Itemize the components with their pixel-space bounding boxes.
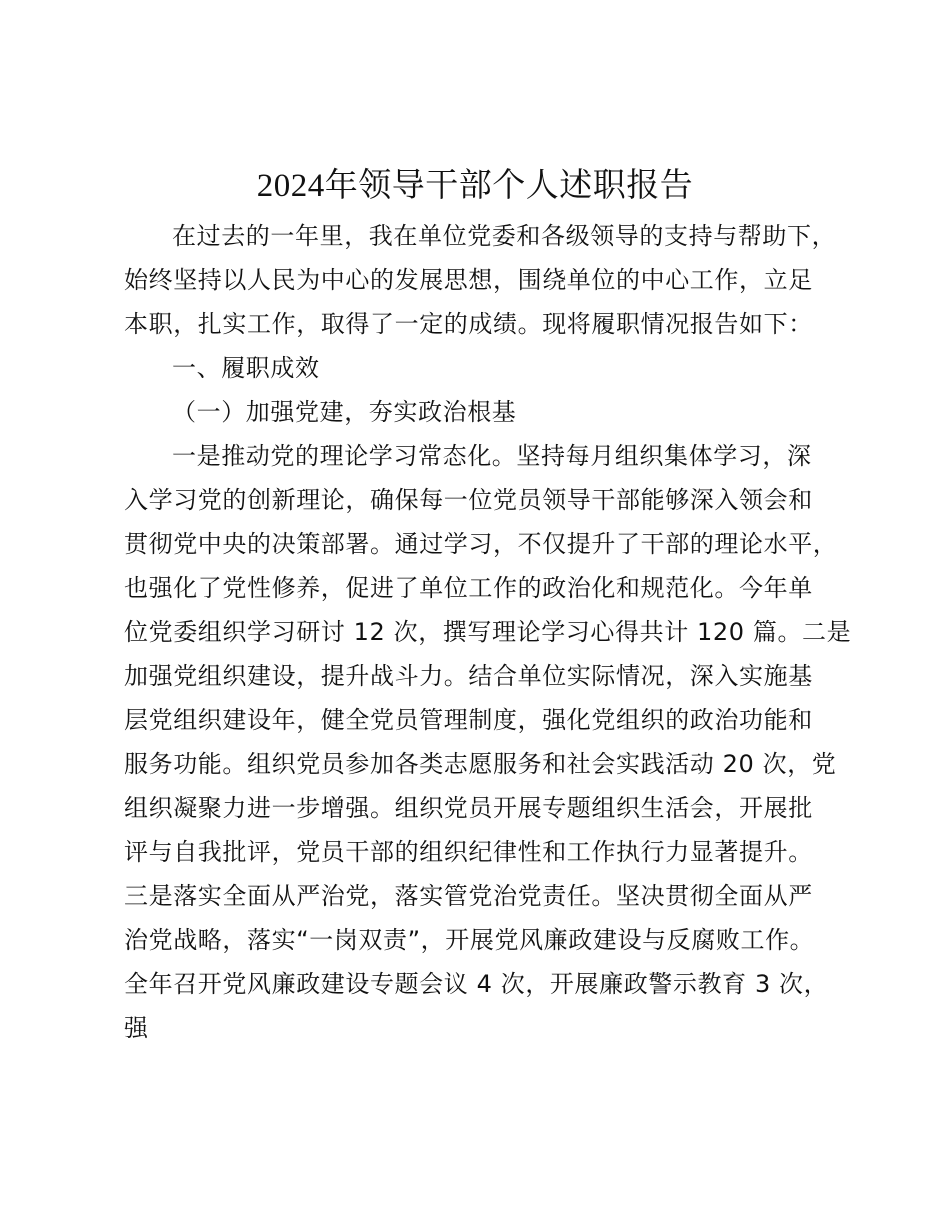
paragraph-line: 评与自我批评，党员干部的组织纪律性和工作执行力显著提升。 [124, 838, 813, 866]
subsection-heading: （一）加强党建，夯实政治根基 [172, 398, 517, 426]
paragraph-line: 一是推动党的理论学习常态化。坚持每月组织集体学习，深 [172, 442, 812, 470]
paragraph-line: 本职，扎实工作，取得了一定的成绩。现将履职情况报告如下： [124, 310, 813, 338]
paragraph-line: 也强化了党性修养，促进了单位工作的政治化和规范化。今年单 [124, 574, 813, 602]
document-title: 2024年领导干部个人述职报告 [256, 168, 694, 204]
paragraph-line: 全年召开党风廉政建设专题会议 4 次，开展廉政警示教育 3 次， [124, 970, 829, 998]
paragraph-line: 治党战略，落实“一岗双责”，开展党风廉政建设与反腐败工作。 [124, 926, 815, 954]
paragraph-line: 强 [124, 1014, 149, 1042]
paragraph-line: 三是落实全面从严治党，落实管党治党责任。坚决贯彻全面从严 [124, 882, 813, 910]
paragraph-line: 加强党组织建设，提升战斗力。结合单位实际情况，深入实施基 [124, 662, 813, 690]
paragraph-line: 组织凝聚力进一步增强。组织党员开展专题组织生活会，开展批 [124, 794, 813, 822]
paragraph-line: 层党组织建设年，健全党员管理制度，强化党组织的政治功能和 [124, 706, 813, 734]
section-heading: 一、履职成效 [172, 354, 320, 382]
paragraph-line: 始终坚持以人民为中心的发展思想，围绕单位的中心工作，立足 [124, 266, 813, 294]
paragraph-line: 在过去的一年里，我在单位党委和各级领导的支持与帮助下， [172, 222, 837, 250]
paragraph-line: 位党委组织学习研讨 12 次，撰写理论学习心得共计 120 篇。二是 [124, 618, 852, 646]
paragraph-line: 贯彻党中央的决策部署。通过学习，不仅提升了干部的理论水平， [124, 530, 838, 558]
paragraph-line: 入学习党的创新理论，确保每一位党员领导干部能够深入领会和 [124, 486, 813, 514]
document-body [124, 214, 852, 1050]
paragraph-line: 服务功能。组织党员参加各类志愿服务和社会实践活动 20 次，党 [124, 750, 837, 778]
